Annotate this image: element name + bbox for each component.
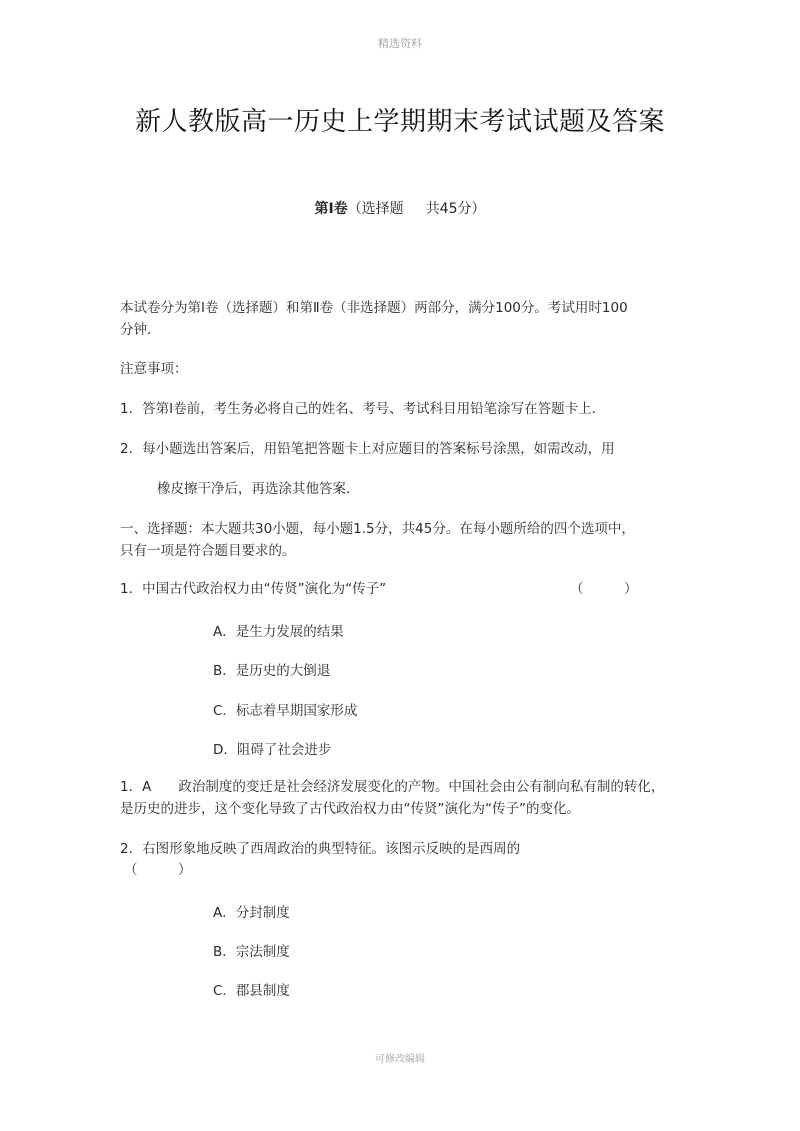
notice-item-2: 2．每小题选出答案后，用铅笔把答题卡上对应题目的答案标号涂黑，如需改动，用 — [120, 441, 615, 457]
notice-item-1: 1．答第Ⅰ卷前，考生务必将自己的姓名、考号、考试科目用铅笔涂写在答题卡上． — [120, 401, 606, 417]
section-type: （选择题 — [347, 201, 404, 217]
question-1-option-d: D．阻碍了社会进步 — [213, 742, 332, 758]
notice-title: 注意事项： — [120, 361, 188, 377]
question-2-stem: 2．右图形象地反映了西周政治的典型特征。该图示反映的是西周的 — [120, 841, 521, 857]
notice-item-2-cont: 橡皮擦干净后，再选涂其他答案． — [157, 481, 360, 497]
question-1-option-c: C．标志着早期国家形成 — [213, 703, 358, 719]
question-1-explanation-line-1: 1．A 政治制度的变迁是社会经济发展变化的产物。中国社会由公有制向私有制的转化， — [120, 779, 665, 795]
section-score: 共45分） — [425, 201, 486, 217]
question-1-answer-blank: （ ） — [570, 581, 638, 597]
page-footer: 可修改编辑 — [375, 1054, 425, 1065]
question-2-option-c: C．郡县制度 — [213, 983, 290, 999]
question-2-answer-blank: （ ） — [124, 862, 192, 878]
intro-line-2: 分钟． — [120, 322, 161, 338]
question-1-option-a: A．是生力发展的结果 — [213, 624, 344, 640]
question-1-stem: 1．中国古代政治权力由“传贤”演化为“传子” — [120, 581, 387, 597]
section-label: 第Ⅰ卷 — [314, 201, 348, 217]
intro-line-1: 本试卷分为第Ⅰ卷（选择题）和第Ⅱ卷（非选择题）两部分，满分100分。考试用时100 — [120, 300, 628, 316]
part1-instructions-line-1: 一、选择题：本大题共30小题，每小题1.5分，共45分。在每小题所给的四个选项中， — [120, 521, 635, 537]
document-title: 新人教版高一历史上学期期末考试试题及答案 — [134, 107, 665, 137]
question-1-option-b: B．是历史的大倒退 — [213, 663, 331, 679]
section-heading — [0, 198, 800, 218]
question-1-explanation-line-2: 是历史的进步，这个变化导致了古代政治权力由“传贤”演化为“传子”的变化。 — [120, 801, 580, 817]
question-2-option-a: A．分封制度 — [213, 905, 290, 921]
part1-instructions-line-2: 只有一项是符合题目要求的。 — [120, 543, 296, 559]
page-header: 精选资料 — [378, 37, 422, 50]
question-2-option-b: B．宗法制度 — [213, 944, 290, 960]
